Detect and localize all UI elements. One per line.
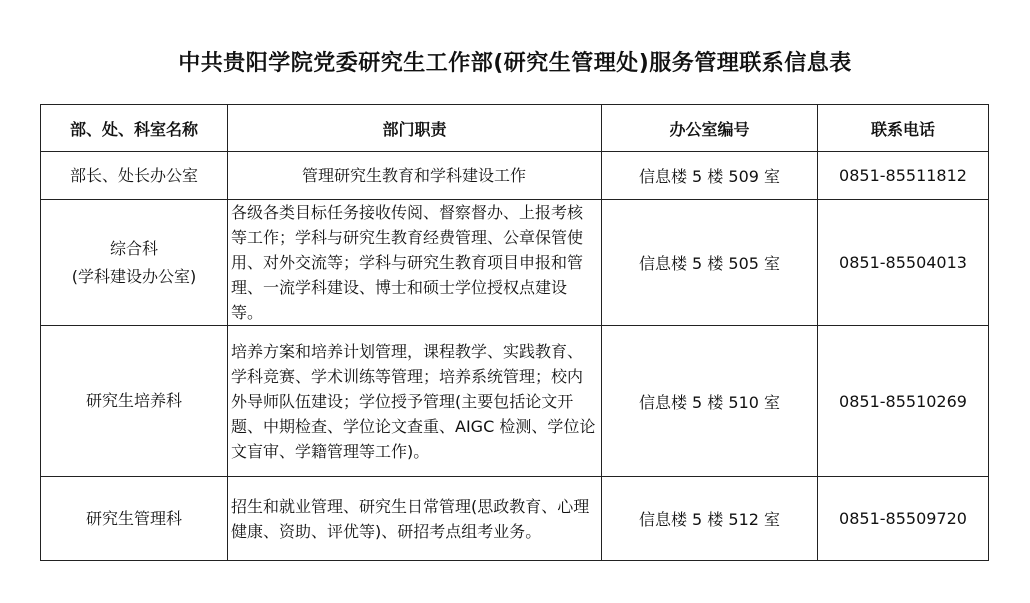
phone-number: 0851-85504013 (818, 200, 989, 326)
office-number: 信息楼 5 楼 512 室 (602, 477, 818, 561)
department-subname: (学科建设办公室) (71, 266, 197, 286)
column-header-department: 部、处、科室名称 (41, 105, 228, 152)
table-header-row (41, 105, 989, 152)
office-number: 信息楼 5 楼 509 室 (602, 152, 818, 200)
table-row (41, 152, 989, 200)
column-header-office: 办公室编号 (602, 105, 818, 152)
office-number: 信息楼 5 楼 510 室 (602, 326, 818, 477)
department-name: 部长、处长办公室 (69, 165, 198, 185)
table-row (41, 477, 989, 561)
column-header-phone: 联系电话 (818, 105, 989, 152)
department-name-cell (41, 152, 228, 200)
department-name-cell (41, 200, 228, 326)
column-header-duties: 部门职责 (228, 105, 602, 152)
department-duties: 管理研究生教育和学科建设工作 (228, 152, 602, 200)
department-name-cell (41, 477, 228, 561)
department-duties: 招生和就业管理、研究生日常管理(思政教育、心理健康、资助、评优等)、研招考点组考业务。 (228, 477, 602, 561)
department-name: 研究生管理科 (85, 508, 182, 528)
office-number: 信息楼 5 楼 505 室 (602, 200, 818, 326)
department-name-cell (41, 326, 228, 477)
department-duties: 各级各类目标任务接收传阅、督察督办、上报考核等工作；学科与研究生教育经费管理、公章保管使用、对外交流等；学科与研究生教育项目申报和管理、一流学科建设、博士和硕士学位授权点建设等。 (228, 200, 602, 326)
department-name: 综合科 (109, 238, 158, 258)
phone-number: 0851-85511812 (818, 152, 989, 200)
department-name: 研究生培养科 (85, 391, 182, 410)
phone-number: 0851-85509720 (818, 477, 989, 561)
department-duties: 培养方案和培养计划管理，课程教学、实践教育、学科竞赛、学术训练等管理；培养系统管理；校内外导师队伍建设；学位授予管理(主要包括论文开题、中期检查、学位论文查重、AIGC 检测、学位论文盲审、学籍管理等工作)。 (228, 326, 602, 477)
table-row (41, 326, 989, 477)
table-row (41, 200, 989, 326)
document-title: 中共贵阳学院党委研究生工作部(研究生管理处)服务管理联系信息表 (178, 51, 852, 76)
contact-info-table (40, 104, 989, 561)
phone-number: 0851-85510269 (818, 326, 989, 477)
